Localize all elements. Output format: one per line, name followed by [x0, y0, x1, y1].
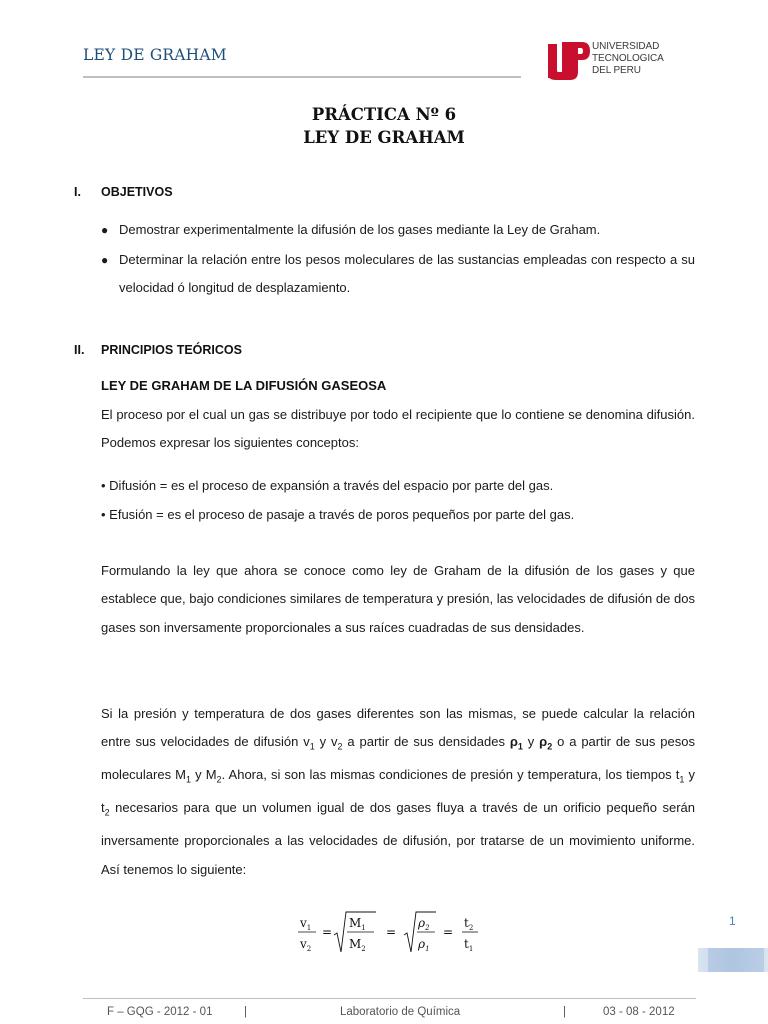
- page-corner-tab: [698, 946, 768, 976]
- practice-title-line-1: PRÁCTICA Nº 6: [311, 105, 457, 124]
- utp-logo-text: [592, 41, 664, 77]
- footer-separator: |: [244, 1006, 247, 1018]
- section-heading-principios: [74, 343, 242, 357]
- objective-text: Demostrar experimentalmente la difusión de los gases mediante la Ley de Graham.: [119, 222, 601, 237]
- page-number: 1: [729, 914, 736, 928]
- utp-logo: [546, 38, 716, 82]
- bullet-icon: ●: [101, 223, 109, 237]
- concept-efusion: • Efusión = es el proceso de pasaje a través de poros pequeños por parte del gas.: [101, 507, 575, 522]
- formula-equals: =: [386, 925, 397, 939]
- logo-line-1: UNIVERSIDAD: [592, 41, 660, 52]
- footer-divider: [83, 998, 696, 999]
- formula-t2: $t_2$: [464, 916, 474, 932]
- logo-line-2: TECNOLOGICA: [592, 53, 664, 64]
- formula-v1: $v_1$: [300, 916, 312, 932]
- objective-item: [101, 246, 695, 303]
- formula-v2: $v_2$: [300, 937, 312, 953]
- graham-law-paragraph: Formulando la ley que ahora se conoce como ley de Graham de la difusión de los gases y que establece que, bajo condiciones similares de temperatura y presión, las velocidades de difusión de dos gases son inversamente proporcionales a sus raíces cuadradas de sus densidades.: [101, 563, 695, 635]
- subsection-heading: LEY DE GRAHAM DE LA DIFUSIÓN GASEOSA: [101, 378, 387, 393]
- formula-rho2: $\rho_2$: [418, 916, 430, 932]
- logo-line-3: DEL PERU: [592, 65, 641, 76]
- objective-item: [101, 216, 695, 244]
- bullet-icon: ●: [101, 253, 109, 267]
- objective-text: Determinar la relación entre los pesos moleculares de las sustancias empleadas con respecto a su velocidad ó longitud de desplazamiento.: [119, 252, 695, 296]
- section-heading-text: PRINCIPIOS TEÓRICOS: [101, 343, 242, 357]
- header-title: LEY DE GRAHAM: [83, 46, 227, 64]
- utp-logo-mark: [546, 38, 590, 82]
- formula-rho1: $\rho_1$: [418, 937, 430, 953]
- section-number: II.: [74, 343, 85, 357]
- formula-t1: $t_1$: [464, 937, 474, 953]
- header-divider: [83, 76, 521, 78]
- graham-formula: [296, 905, 486, 965]
- calculation-paragraph: Si la presión y temperatura de dos gases diferentes son las mismas, se puede calcular la relación entre sus velocidades de difusión $v_1$ y $v_2$ a partir de sus densidades $\rho_1$ y $\rho_2$ o a partir de sus pesos moleculares $M_1$ y $M_2$. Ahora, si son las mismas condiciones de presión y temperatura, los tiempos $t_1$ y $t_2$ necesarios para que un volumen igual de dos gases fluya a través de un orificio pequeño serán inversamente proporcionales a las velocidades de difusión, por tratarse de un movimiento uniforme. Así tenemos lo siguiente:: [101, 706, 695, 877]
- footer-date: 03 - 08 - 2012: [603, 1006, 675, 1018]
- formula-equals: =: [443, 925, 454, 939]
- footer-separator: |: [563, 1006, 566, 1018]
- formula-m1: $M_1$: [349, 916, 366, 932]
- formula-m2: $M_2$: [349, 937, 366, 953]
- footer-code: F – GQG - 2012 - 01: [107, 1006, 213, 1018]
- section-heading-text: OBJETIVOS: [101, 185, 173, 199]
- section-number: I.: [74, 185, 81, 199]
- practice-title: [0, 103, 768, 149]
- footer-lab-name: Laboratorio de Química: [340, 1006, 461, 1018]
- intro-paragraph: El proceso por el cual un gas se distribuye por todo el recipiente que lo contiene se denomina difusión. Podemos expresar los siguientes conceptos:: [101, 407, 695, 451]
- formula-equals: =: [322, 925, 333, 939]
- practice-title-line-2: LEY DE GRAHAM: [303, 128, 465, 147]
- concept-difusion: • Difusión = es el proceso de expansión a través del espacio por parte del gas.: [101, 478, 554, 493]
- section-heading-objetivos: [74, 185, 173, 199]
